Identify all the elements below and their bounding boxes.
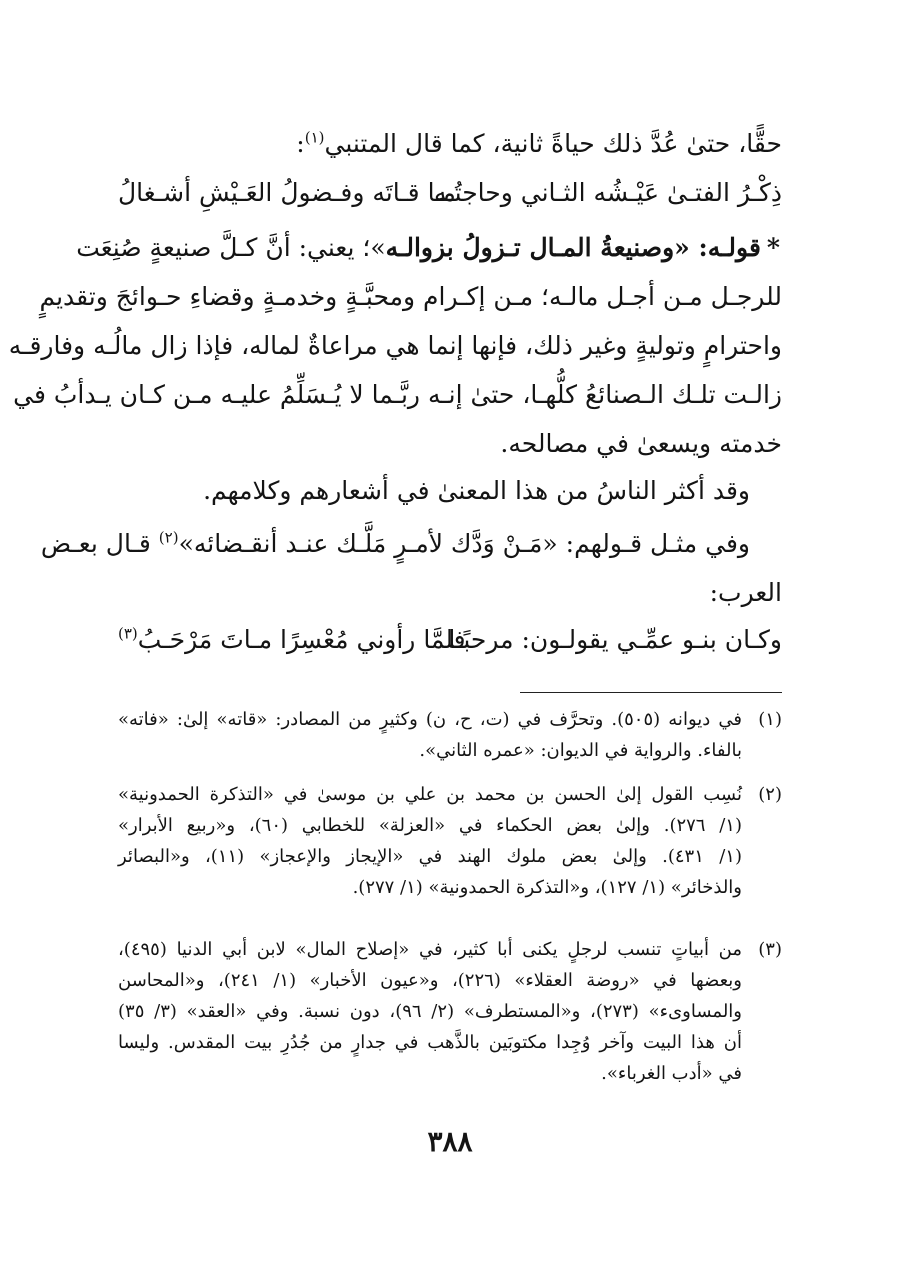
- body-text: العرب:: [709, 578, 782, 607]
- footnote-line: والمساوىء» (٢٧٣)، و«المستطرف» (٢/ ٩٦)، دون نسبة. وفي «العقد» (٣/ ٣٥): [118, 1001, 742, 1022]
- footnote-line: (١/ ٢٧٦). وإلىٰ بعض الحكماء في «العزلة» للخطابي (٦٠)، و«ربيع الأبرار»: [118, 815, 742, 836]
- footnote-line: من أبياتٍ تنسب لرجلٍ يكنى أبا كثير، في «إصلاح المال» لابن أبي الدنيا (٤٩٥)،: [118, 939, 742, 960]
- footnote-ref-1[interactable]: (١): [304, 128, 325, 147]
- footnote-number: (١): [758, 709, 782, 730]
- footnote-number: (٢): [758, 784, 782, 805]
- footnote-1: [118, 705, 782, 767]
- verse-2: [118, 620, 782, 660]
- verse-2-second-hemistich: [118, 620, 466, 660]
- footnote-ref-3[interactable]: (٣): [118, 624, 138, 643]
- footnote-line: في «أدب الغرباء».: [601, 1063, 742, 1084]
- body-text: :: [296, 129, 305, 158]
- verse-2-first-hemistich: وكـان بنـو عمِّـي يقولـون: مرحبًـا: [448, 625, 782, 654]
- body-line-8: [203, 471, 750, 511]
- body-text: واحترامٍ وتوليةٍ وغير ذلك، فإنها إنما هي مراعاةٌ لماله، فإذا زال مالُـه وفارقـه: [8, 331, 782, 360]
- footnote-number: (٣): [758, 939, 782, 960]
- body-text: خدمته ويسعىٰ في مصالحه.: [500, 429, 782, 458]
- commentary-lead: قولـه: «: [674, 233, 761, 262]
- body-line-5: [8, 326, 782, 366]
- footnote-3: [118, 935, 782, 1090]
- footnote-line: بالفاء. والرواية في الديوان: «عمره الثاني».: [419, 740, 742, 761]
- body-line-10: [710, 573, 782, 613]
- footnote-line: والذخائر» (١/ ١٢٧)، و«التذكرة الحمدونية» (١/ ٢٧٧).: [352, 877, 742, 898]
- body-text: وقد أكثر الناسُ من هذا المعنىٰ في أشعارهم وكلامهم.: [203, 476, 750, 505]
- footnote-line: نُسِب القول إلىٰ الحسن بن محمد بن علي بن موسىٰ في «التذكرة الحمدونية»: [118, 784, 742, 805]
- footnote-line: وبعضها في «روضة العقلاء» (٢٢٦)، و«عيون الأخبار» (١/ ٢٤١)، و«المحاسن: [118, 970, 742, 991]
- footnote-2: [118, 780, 782, 904]
- body-text: للرجـل مـن أجـل مالـه؛ مـن إكـرام ومحبَّـةٍ وخدمـةٍ وقضاءِ حـوائجَ وتقديمٍ: [39, 282, 782, 311]
- verse-1: [118, 173, 782, 213]
- footnote-ref-2[interactable]: (٢): [158, 528, 179, 547]
- body-line-1: [296, 124, 782, 164]
- body-text: زالـت تلـك الـصنائعُ كلُّهـا، حتىٰ إنـه ربَّـما لا يُـسَلِّمُ عليـه مـن كـان يـدأبُ في: [13, 380, 782, 409]
- verse-1-first-hemistich: ذِكْـرُ الفتـىٰ عَيْـشُه الثـاني وحاجتُـه: [433, 178, 782, 207]
- body-line-3: [76, 228, 780, 268]
- footnote-line: في ديوانه (٥٠٥). وتحرَّف في (ت، ح، ن) وكثيرٍ من المصادر: «قاته» إلىٰ: «فاته»: [118, 709, 742, 730]
- footnote-separator: [520, 692, 782, 693]
- body-line-6: [13, 375, 782, 415]
- page-number: ٣٨٨: [427, 1125, 473, 1158]
- verse-1-second-hemistich: مـا قـاتَه وفـضولُ العَـيْشِ أشـغالُ: [118, 178, 456, 207]
- body-text: وفي مثـل قـولهم: «مَـنْ وَدَّك لأمـرٍ مَلَّـك عنـد أنقـضائه»: [178, 529, 750, 558]
- body-text: فلمَّا رأوني مُعْسِرًا مـاتَ مَرْحَـبُ: [137, 625, 466, 654]
- body-line-4: [39, 277, 782, 317]
- footnote-line: (١/ ٤٣١). وإلىٰ بعض ملوك الهند في «الإيجاز والإعجاز» (١١)، و«البصائر: [118, 846, 742, 867]
- body-text: قـال بعـض: [40, 529, 159, 558]
- quoted-phrase: وصنيعةُ المـال تـزولُ بزوالـه: [385, 233, 675, 262]
- body-line-9: [40, 524, 750, 564]
- body-text: حقًّا، حتىٰ عُدَّ ذلك حياةً ثانية، كما قال المتنبي: [324, 129, 782, 158]
- body-line-7: [500, 424, 782, 464]
- body-text: »؛ يعني: أنَّ كـلَّ صنيعةٍ صُنِعَت: [76, 233, 386, 262]
- footnote-line: أن هذا البيت وآخر وُجِدا مكتوبَين بالذَّهب في جدارٍ من جُدُرِ بيت المقدس. وليسا: [118, 1032, 742, 1053]
- star-marker: *: [766, 233, 780, 262]
